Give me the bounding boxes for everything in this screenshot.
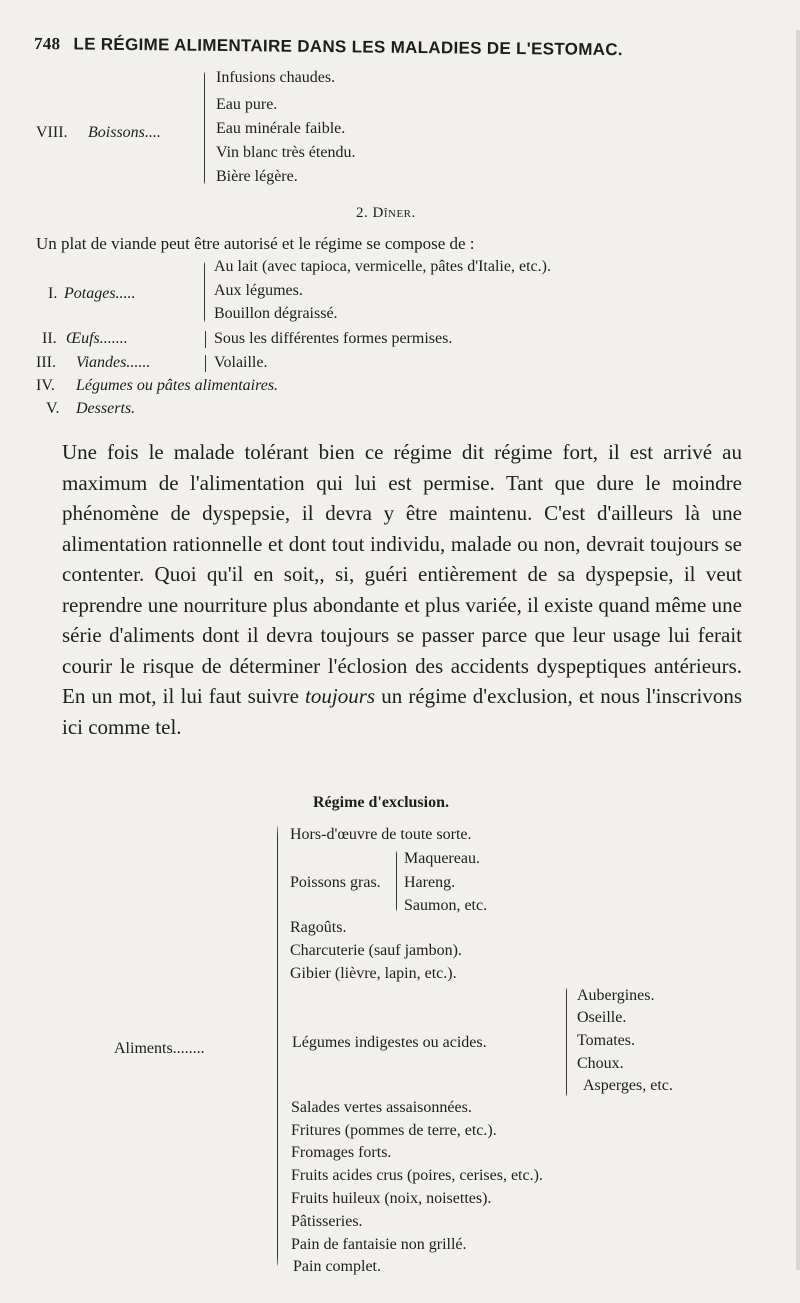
boissons-item: Eau minérale faible. [216, 120, 346, 137]
exclusion-item: Fruits acides crus (poires, cerises, etc.). [291, 1167, 543, 1184]
poissons-item: Saumon, etc. [404, 897, 488, 914]
viandes-value: Volaille. [214, 354, 268, 371]
boissons-number: VIII. [36, 124, 68, 141]
potages-brace [204, 262, 205, 322]
paragraph-text-end: un régime d'exclusion, et nous l'inscrivons ici comme tel. [62, 684, 742, 739]
exclusion-item: Pain complet. [293, 1258, 381, 1275]
boissons-label: Boissons.... [88, 124, 161, 141]
exclusion-item: Charcuterie (sauf jambon). [290, 942, 462, 959]
exclusion-item: Hors-d'œuvre de toute sorte. [290, 826, 472, 843]
viandes-bar [205, 355, 206, 372]
poissons-label: Poissons gras. [290, 874, 381, 891]
potages-item: Aux légumes. [214, 282, 303, 299]
potages-item: Bouillon dégraissé. [214, 305, 338, 322]
running-head [34, 34, 734, 61]
exclusion-item: Fritures (pommes de terre, etc.). [291, 1122, 497, 1139]
boissons-item: Eau pure. [216, 96, 278, 113]
paragraph-text: Une fois le malade tolérant bien ce régime dit régime fort, il est arrivé au maximum de l'alimentation qui lui est permise. Tant que dure le moindre phénomène de dyspepsie, il devra y être maintenu. C'est d'ailleurs là une alimentation rationnelle et dont tout individu, malade ou non, devrait toujours se contenter. Quoi qu'il en soit,, si, guéri entièrement de sa dyspepsie, il veut reprendre une nourriture plus abondante et plus variée, il existe quand même une série d'aliments dont il devra toujours se passer parce que leur usage lui ferait courir le risque de déterminer l'éclosion des accidents dyspeptiques antérieurs. En un mot, il lui faut suivre [62, 440, 742, 708]
oeufs-value: Sous les différentes formes permises. [214, 330, 453, 347]
oeufs-label: Œufs....... [66, 330, 128, 347]
boissons-item: Infusions chaudes. [216, 69, 336, 86]
legumes-indigestes-item: Aubergines. [577, 987, 655, 1004]
running-head-title: LE RÉGIME ALIMENTAIRE DANS LES MALADIES DE L'ESTOMAC. [73, 34, 623, 60]
legumes-indigestes-brace [566, 988, 567, 1096]
page-edge [796, 30, 800, 1270]
legumes-indigestes-item: Asperges, etc. [583, 1077, 673, 1094]
potages-number: I. [48, 285, 58, 302]
legumes-indigestes-label: Légumes indigestes ou acides. [292, 1034, 487, 1051]
boissons-item: Bière légère. [216, 168, 298, 185]
aliments-label: Aliments........ [114, 1040, 205, 1057]
potages-label: Potages..... [64, 285, 136, 302]
aliments-brace [277, 826, 278, 1266]
oeufs-bar [205, 331, 206, 348]
exclusion-item: Gibier (lièvre, lapin, etc.). [290, 965, 457, 982]
legumes-indigestes-item: Oseille. [577, 1009, 627, 1026]
viandes-label: Viandes...... [76, 354, 151, 371]
exclusion-item: Fromages forts. [291, 1144, 392, 1161]
diner-heading: 2. Dîner. [356, 205, 416, 221]
legumes-label: Légumes ou pâtes alimentaires. [76, 377, 279, 394]
viandes-number: III. [36, 354, 56, 371]
oeufs-number: II. [42, 330, 57, 347]
poissons-brace [396, 851, 397, 911]
exclusion-item: Ragoûts. [290, 919, 347, 936]
poissons-item: Maquereau. [404, 850, 480, 867]
boissons-brace [204, 72, 205, 184]
exclusion-title: Régime d'exclusion. [313, 794, 449, 811]
desserts-number: V. [46, 400, 60, 417]
diner-intro: Un plat de viande peut être autorisé et le régime se compose de : [36, 234, 475, 253]
exclusion-item: Pâtisseries. [291, 1213, 363, 1230]
boissons-item: Vin blanc très étendu. [216, 144, 356, 161]
exclusion-item: Salades vertes assaisonnées. [291, 1099, 472, 1116]
paragraph-emphasis: toujours [305, 684, 376, 708]
desserts-label: Desserts. [76, 400, 136, 417]
exclusion-item: Fruits huileux (noix, noisettes). [291, 1190, 492, 1207]
legumes-indigestes-item: Choux. [577, 1055, 624, 1072]
legumes-number: IV. [36, 377, 55, 394]
page-number: 748 [33, 34, 61, 54]
exclusion-item: Pain de fantaisie non grillé. [291, 1236, 467, 1253]
poissons-item: Hareng. [404, 874, 456, 891]
potages-item: Au lait (avec tapioca, vermicelle, pâtes d'Italie, etc.). [214, 258, 551, 275]
body-paragraph [62, 437, 742, 742]
legumes-indigestes-item: Tomates. [577, 1032, 635, 1049]
